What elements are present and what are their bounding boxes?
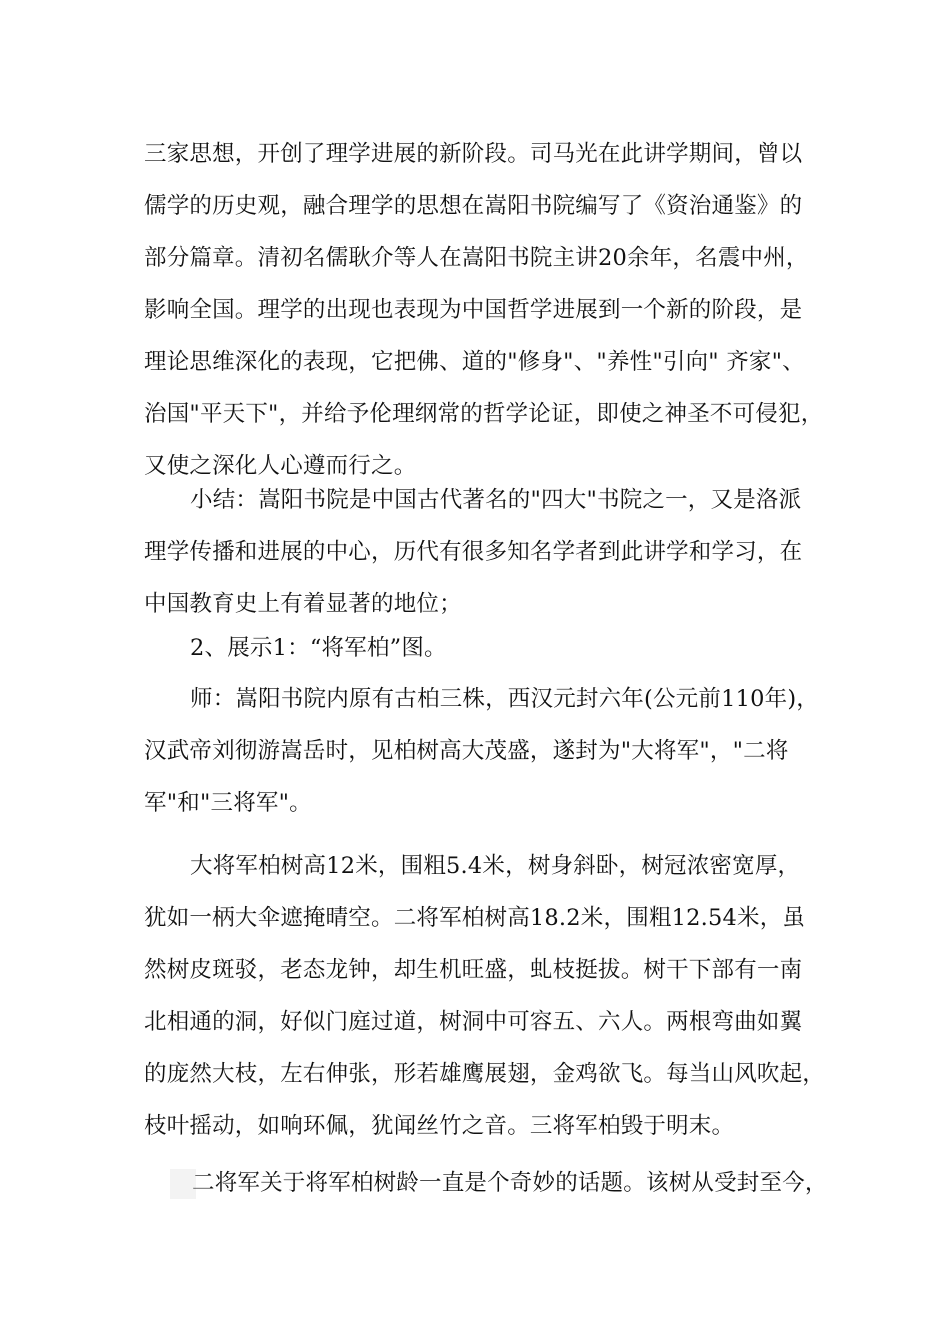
text-line: 三家思想，开创了理学进展的新阶段。司马光在此讲学期间，曾以	[144, 141, 803, 167]
paragraph-summary	[144, 474, 824, 630]
text-line: 部分篇章。清初名儒耿介等人在嵩阳书院主讲20余年，名震中州，	[144, 245, 809, 271]
text-line: 影响全国。理学的出现也表现为中国哲学进展到一个新的阶段，是	[144, 297, 803, 323]
text-line: 2、展示1：“将军柏”图。	[190, 635, 447, 661]
text-line: 理论思维深化的表现，它把佛、道的"修身"、"养性"引向" 齐家"、	[144, 349, 805, 375]
text-line: 汉武帝刘彻游嵩岳时，见柏树高大茂盛，遂封为"大将军"，"二将	[144, 738, 789, 764]
text-line: 又使之深化人心遵而行之。	[144, 453, 417, 479]
text-line: 军"和"三将军"。	[144, 790, 312, 816]
text-line: 理学传播和进展的中心，历代有很多知名学者到此讲学和学习，在	[144, 539, 803, 565]
text-line: 犹如一柄大伞遮掩晴空。二将军柏树高18.2米，围粗12.54米，虽	[144, 905, 806, 931]
paragraph-tree-age	[144, 1157, 828, 1209]
text-line: 然树皮斑驳，老态龙钟，却生机旺盛，虬枝挺拔。树干下部有一南	[144, 957, 803, 983]
text-line: 小结：嵩阳书院是中国古代著名的"四大"书院之一，又是洛派	[190, 487, 802, 513]
text-line-content: 二将军关于将军柏树龄一直是个奇妙的话题。该树从受封至今，	[192, 1170, 828, 1196]
text-line: 枝叶摇动，如响环佩，犹闻丝竹之音。三将军柏毁于明末。	[144, 1113, 735, 1139]
text-line: 大将军柏树高12米，围粗5.4米，树身斜卧，树冠浓密宽厚，	[190, 853, 801, 879]
text-line	[144, 1157, 828, 1209]
paragraph-teacher	[144, 673, 824, 829]
paragraph-neo-confucianism	[144, 128, 824, 492]
paragraph-display-item	[144, 622, 824, 674]
text-line: 的庞然大枝，左右伸张，形若雄鹰展翅，金鸡欲飞。每当山风吹起，	[144, 1061, 826, 1087]
text-line: 中国教育史上有着显著的地位；	[144, 591, 462, 617]
paragraph-cypress-description	[144, 840, 824, 1152]
text-line: 北相通的洞，好似门庭过道，树洞中可容五、六人。两根弯曲如翼	[144, 1009, 803, 1035]
text-line: 治国"平天下"，并给予伦理纲常的哲学论证，即使之神圣不可侵犯，	[144, 401, 824, 427]
text-line: 儒学的历史观，融合理学的思想在嵩阳书院编写了《资治通鉴》的	[144, 193, 803, 219]
text-line: 师：嵩阳书院内原有古柏三株，西汉元封六年(公元前110年)，	[190, 686, 820, 712]
